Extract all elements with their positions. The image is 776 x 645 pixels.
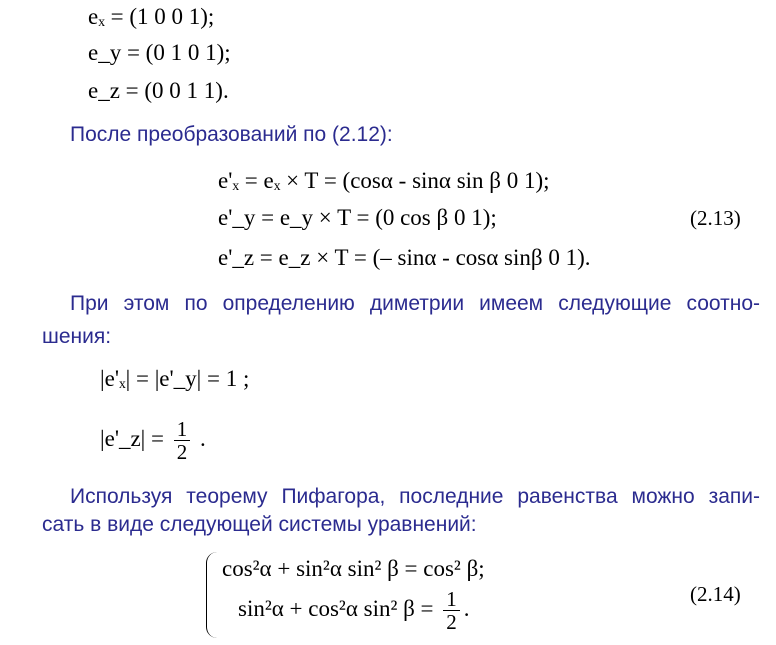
fraction-one-half-system <box>443 588 460 633</box>
paragraph-transformations: После преобразований по (2.12): <box>70 123 393 146</box>
equation-2-13-line-1: e'ₓ = eₓ × T = (cosα - sinα sin β 0 1); <box>218 168 550 193</box>
fraction-one-half <box>174 418 191 463</box>
dimetry-relation-2-tail: . <box>194 425 206 451</box>
equation-number-2-13: (2.13) <box>690 206 741 230</box>
paragraph-pythagoras-line-1: Используя теорему Пифагора, последние равенства можно запи- <box>70 485 760 508</box>
dimetry-relation-2-lhs: |e'_z| = <box>100 425 170 451</box>
vector-ez: e_z = (0 0 1 1). <box>88 78 229 103</box>
system-brace <box>206 552 217 638</box>
equation-2-14-line-1: cos²α + sin²α sin² β = cos² β; <box>222 556 485 581</box>
vector-ey: e_y = (0 1 0 1); <box>88 40 231 65</box>
fraction-numerator: 1 <box>174 418 191 441</box>
equation-number-2-14: (2.14) <box>690 582 741 606</box>
fraction-numerator-system: 1 <box>443 588 460 611</box>
dimetry-relation-2 <box>100 418 206 463</box>
equation-2-14-line-2-lhs: sin²α + cos²α sin² β = <box>238 595 440 621</box>
equation-2-13-line-3: e'_z = e_z × T = (– sinα - cosα sinβ 0 1). <box>218 245 591 270</box>
dimetry-relation-1: |e'ₓ| = |e'_y| = 1 ; <box>100 366 250 391</box>
fraction-denominator: 2 <box>176 440 188 464</box>
fraction-denominator-system: 2 <box>446 610 457 634</box>
paragraph-pythagoras-line-2: сать в виде следующей системы уравнений: <box>42 513 477 536</box>
vector-ex: eₓ = (1 0 0 1); <box>88 4 215 29</box>
paragraph-dimetry-line-1: При этом по определению диметрии имеем следующие соотно- <box>70 292 760 315</box>
equation-2-13-line-2: e'_y = e_y × T = (0 cos β 0 1); <box>218 205 497 230</box>
equation-2-14-line-2-tail: . <box>463 595 470 621</box>
paragraph-dimetry-line-2: шения: <box>42 325 112 348</box>
equation-2-14-line-2 <box>238 588 470 633</box>
